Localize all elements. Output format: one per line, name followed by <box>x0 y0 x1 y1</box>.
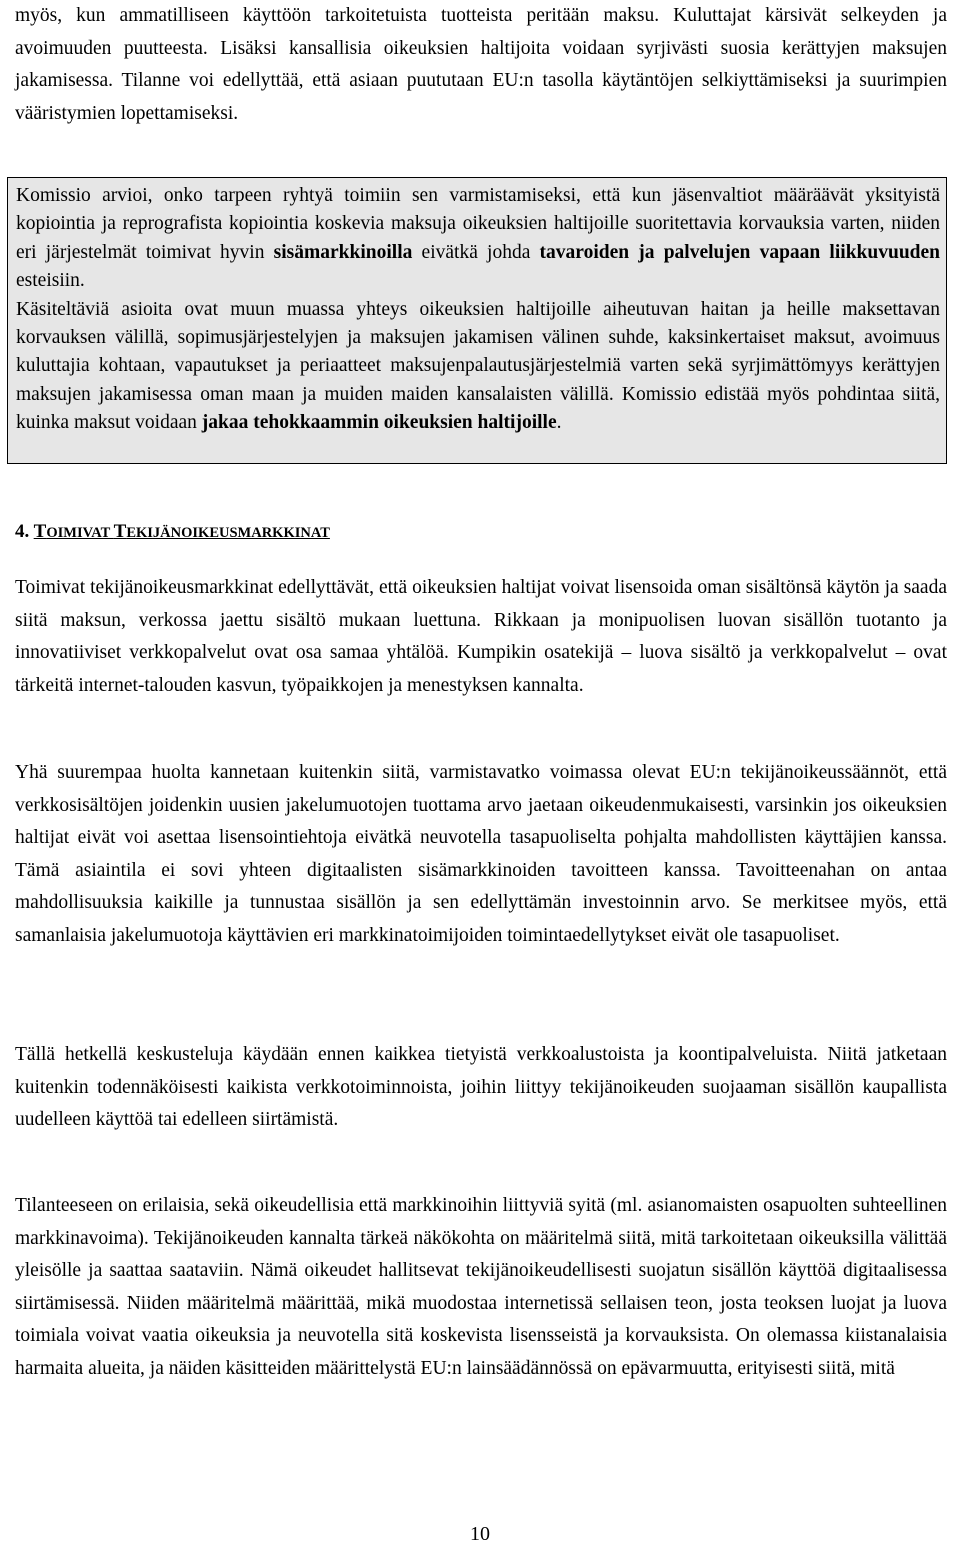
paragraph-1-text: Toimivat tekijänoikeusmarkkinat edellyttävät, että oikeuksien haltijat voivat lisensoida oman sisältönsä käytön ja saada siitä maksun, verkossa jaettu sisältö mukaan luettuna. Rikkaan ja monipuolisen luovan sisällön tuotanto ja innovatiiviset verkkopalvelut ovat osa samaa yhtälöä. Kumpikin osatekijä – luova sisältö ja verkkopalvelut – ovat tärkeitä internet-talouden kasvun, työpaikkojen ja menestyksen kannalta. <box>15 577 947 696</box>
paragraph-2-text: Yhä suurempaa huolta kannetaan kuitenkin siitä, varmistavatko voimassa olevat EU:n tekijänoikeussäännöt, että verkkosisältöjen joidenkin uusien jakelumuotojen tuottama arvo jaetaan oikeudenmukaisesti, varsinkin jos oikeuksien haltijat eivät voi asettaa lisensointiehtoja eivätkä neuvotella tasapuoliselta pohjalta mahdollisten käyttäjien kanssa. Tämä asiaintila ei sovi yhteen digitaalisten sisämarkkinoiden tavoitteen kanssa. Tavoitteenahan on antaa mahdollisuuksia kaikille ja tunnustaa sisällön ja sen edellyttämän investoinnin arvo. Se merkitsee myös, että samanlaisia jakelumuotoja käyttävien eri markkinatoimijoiden toimintaedellytykset eivät ole tasapuoliset. <box>15 762 947 946</box>
page-number: 10 <box>470 1523 490 1545</box>
paragraph-2 <box>15 757 947 953</box>
section-heading <box>15 521 330 543</box>
box-p2-text-c: . <box>556 412 562 434</box>
section-title-cap-2: T <box>113 521 127 542</box>
box-p1-bold-2: tavaroiden ja palvelujen vapaan liikkuvuuden <box>539 241 941 263</box>
intro-text: myös, kun ammatilliseen käyttöön tarkoitetuista tuotteista peritään maksu. Kuluttajat kärsivät selkeyden ja avoimuuden puutteesta. Lisäksi kansallisia oikeuksien haltijoita voidaan syrjivästi suosia kerättyjen maksujen jakamisessa. Tilanne voi edellyttää, että asiaan puututaan EU:n tasolla käytäntöjen selkiyttämiseksi ja suurimpien vääristymien lopettamiseksi. <box>15 5 947 124</box>
section-number: 4. <box>15 521 30 542</box>
section-title-rest-1: OIMIVAT <box>46 525 114 541</box>
box-p2-text-a: Käsiteltäviä asioita ovat muun muassa yhteys oikeuksien haltijoille aiheutuvan haitan ja heille maksettavan korvauksen välillä, sopimusjärjestelyjen ja maksujen jakamisen välinen suhde, kaksinkertaiset maksut, avoimuus kuluttajia kohtaan, vapautukset ja periaatteet maksujenpalautusjärjestelmiä varten sekä syrjimättömyys kerättyjen maksujen jakamisessa oman maan ja muiden maiden kansalaisten välillä. Komissio edistää myös pohdintaa siitä, kuinka maksut voidaan <box>16 298 940 434</box>
paragraph-1 <box>15 572 947 702</box>
box-p1-bold-1: sisämarkkinoilla <box>273 241 413 263</box>
box-p1-text-a: Komissio arvioi, onko tarpeen ryhtyä toimiin sen varmistamiseksi, että kun jäsenvaltiot määräävät yksityistä kopiointia ja reprografista kopiointia koskevia maksuja oikeuksien haltijoille suoritettavia korvauksia varten, niiden eri järjestelmät toimivat hyvin <box>16 185 940 263</box>
paragraph-4-text: Tilanteeseen on erilaisia, sekä oikeudellisia että markkinoihin liittyviä syitä (ml. asianomaisten osapuolten suhteellinen markkinavoima). Tekijänoikeuden kannalta tärkeä näkökohta on määritelmä siitä, mitä tarkoitetaan oikeuksilla välittää yleisölle ja saattaa saataviin. Nämä oikeudet hallitsevat tekijänoikeudellisesti suojatun sisällön käyttöä digitaalisessa siirtämisessä. Niiden määritelmä määrittää, mikä muodostaa internetissä sellaisen teon, josta teoksen luojat ja luova toimiala voivat vaatia oikeuksia ja neuvotella sitä koskevista lisensseistä ja korvauksista. On olemassa kiistanalaisia harmaita alueita, ja näiden käsitteiden määrittelystä EU:n lainsäädännössä on epävarmuutta, erityisesti siitä, mitä <box>15 1195 947 1379</box>
section-title <box>34 521 330 542</box>
paragraph-4 <box>15 1190 947 1386</box>
section-title-rest-2: EKIJÄNOIKEUSMARKKINAT <box>126 525 330 541</box>
box-paragraph-2 <box>16 296 940 438</box>
paragraph-3-text: Tällä hetkellä keskusteluja käydään ennen kaikkea tietyistä verkkoalustoista ja koontipalveluista. Niitä jatketaan kuitenkin todennäköisesti kaikista verkkotoiminnoista, joihin liittyy tekijänoikeuden suojaaman sisällön kaupallista uudelleen käyttöä tai edelleen siirtämistä. <box>15 1044 947 1131</box>
box-p2-bold: jakaa tehokkaammin oikeuksien haltijoille <box>201 412 557 434</box>
highlighted-box <box>7 177 947 464</box>
intro-paragraph <box>15 0 947 130</box>
box-p1-text-c: eivätkä johda <box>412 241 540 263</box>
box-p1-text-d: esteisiin. <box>16 270 85 292</box>
section-title-cap-1: T <box>33 521 47 542</box>
box-paragraph-1 <box>16 182 940 296</box>
paragraph-3 <box>15 1039 947 1137</box>
